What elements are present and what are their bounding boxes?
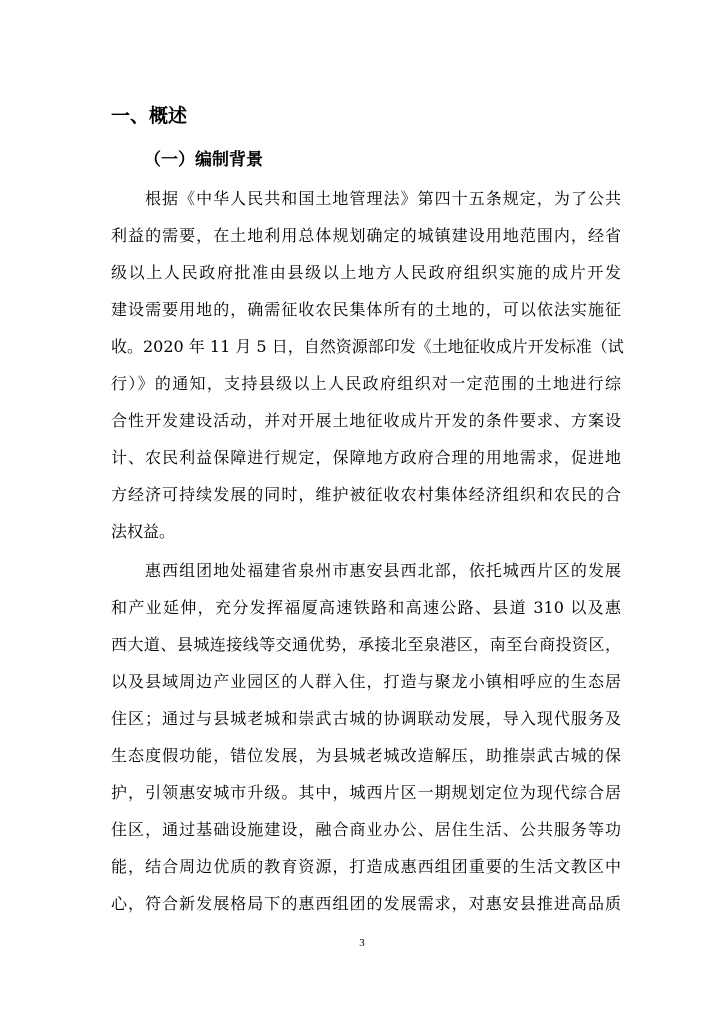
paragraph-line: 能，结合周边优质的教育资源，打造成惠西组团重要的生活文教区中 — [111, 857, 621, 876]
page-number: 3 — [359, 937, 365, 949]
subsection-heading: （一）编制背景 — [144, 150, 263, 170]
paragraph-line: 级以上人民政府批准由县级以上地方人民政府组织实施的成片开发 — [111, 263, 621, 282]
paragraph-line: 心，符合新发展格局下的惠西组团的发展需求，对惠安县推进高品质 — [111, 894, 621, 913]
paragraph-line: 护，引领惠安城市升级。其中，城西片区一期规划定位为现代综合居 — [111, 783, 621, 802]
section-heading: 一、概述 — [111, 105, 188, 127]
paragraph-1 — [111, 180, 624, 550]
paragraph-line: 住区，通过基础设施建设，融合商业办公、居住生活、公共服务等功 — [111, 820, 621, 839]
paragraph-line: 合性开发建设活动，并对开展土地征收成片开发的条件要求、方案设 — [111, 411, 621, 430]
paragraph-line: 方经济可持续发展的同时，维护被征收农村集体经济组织和农民的合 — [111, 485, 621, 504]
paragraph-line: 生态度假功能，错位发展，为县城老城改造解压，助推崇武古城的保 — [111, 746, 621, 765]
paragraph-line: 住区；通过与县城老城和崇武古城的协调联动发展，导入现代服务及 — [111, 709, 621, 728]
paragraph-line: 行）》的通知，支持县级以上人民政府组织对一定范围的土地进行综 — [111, 374, 621, 393]
paragraph-line: 建设需要用地的，确需征收农民集体所有的土地的，可以依法实施征 — [111, 300, 621, 319]
paragraph-line: 和产业延伸，充分发挥福厦高速铁路和高速公路、县道 310 以及惠 — [111, 598, 621, 617]
paragraph-line: 利益的需要，在土地利用总体规划确定的城镇建设用地范围内，经省 — [111, 226, 621, 245]
paragraph-line: 根据《中华人民共和国土地管理法》第四十五条规定，为了公共 — [145, 189, 621, 208]
paragraph-line: 惠西组团地处福建省泉州市惠安县西北部，依托城西片区的发展 — [145, 561, 621, 580]
paragraph-line: 计、农民利益保障进行规定，保障地方政府合理的用地需求，促进地 — [111, 448, 621, 467]
paragraph-2 — [111, 552, 621, 922]
paragraph-line: 以及县域周边产业园区的人群入住，打造与聚龙小镇相呼应的生态居 — [111, 672, 621, 691]
paragraph-line: 法权益。 — [111, 522, 176, 541]
paragraph-line: 西大道、县城连接线等交通优势，承接北至泉港区，南至台商投资区， — [111, 635, 621, 654]
paragraph-line: 收。2020 年 11 月 5 日，自然资源部印发《土地征收成片开发标准（试 — [111, 337, 624, 356]
